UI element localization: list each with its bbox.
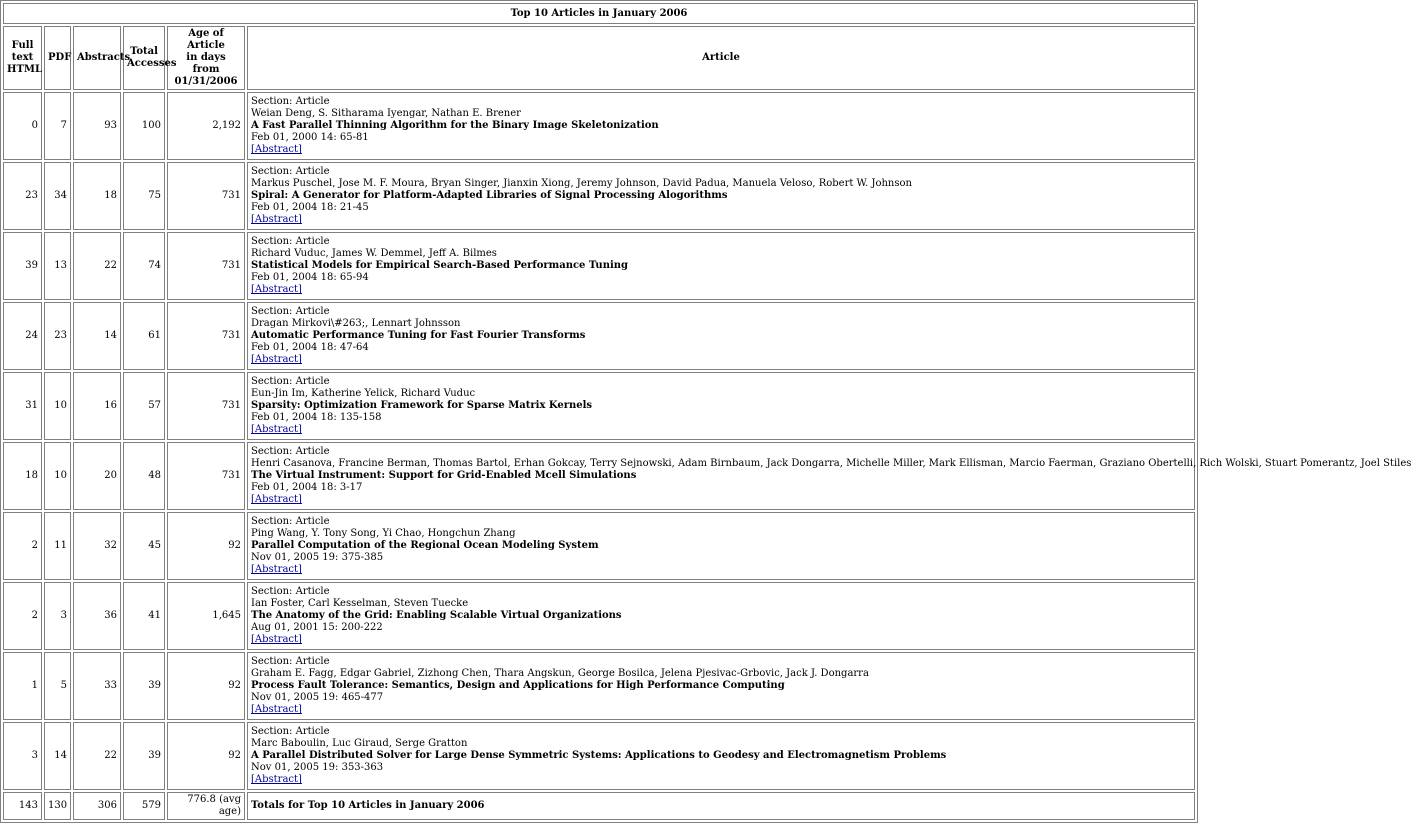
- table-row: [3, 652, 1195, 720]
- pdf-count: 14: [44, 722, 71, 790]
- table-row: [3, 162, 1195, 230]
- article-age: 731: [167, 302, 245, 370]
- article-cell: [247, 302, 1195, 370]
- article-citation: Aug 01, 2001 15: 200-222: [251, 622, 383, 633]
- article-title: Statistical Models for Empirical Search-Based Performance Tuning: [251, 260, 629, 271]
- header-total-accesses: Total Accesses: [123, 26, 165, 90]
- total-accesses: 57: [123, 372, 165, 440]
- article-title: Spiral: A Generator for Platform-Adapted Libraries of Signal Processing Alogorithms: [251, 190, 728, 201]
- header-article: Article: [247, 26, 1195, 90]
- abstract-link[interactable]: [Abstract]: [251, 144, 302, 155]
- total-full-text: 143: [3, 792, 42, 820]
- table-row: [3, 722, 1195, 790]
- article-section: Section: Article: [251, 726, 330, 737]
- total-accesses: 39: [123, 652, 165, 720]
- full-text-count: 39: [3, 232, 42, 300]
- article-section: Section: Article: [251, 236, 330, 247]
- abstract-link[interactable]: [Abstract]: [251, 494, 302, 505]
- full-text-count: 1: [3, 652, 42, 720]
- article-cell: [247, 442, 1411, 510]
- table-row: [3, 92, 1195, 160]
- total-abstracts: 306: [73, 792, 121, 820]
- table-row: [3, 302, 1195, 370]
- abstracts-count: 32: [73, 512, 121, 580]
- pdf-count: 5: [44, 652, 71, 720]
- article-cell: [247, 512, 1195, 580]
- total-accesses: 61: [123, 302, 165, 370]
- table-row: [3, 232, 1195, 300]
- totals-label: Totals for Top 10 Articles in January 2006: [247, 792, 1195, 820]
- article-title: Process Fault Tolerance: Semantics, Design and Applications for High Performance Computing: [251, 680, 785, 691]
- total-accesses: 41: [123, 582, 165, 650]
- article-citation: Feb 01, 2004 18: 65-94: [251, 272, 369, 283]
- total-accesses: 100: [123, 92, 165, 160]
- abstracts-count: 93: [73, 92, 121, 160]
- article-age: 731: [167, 162, 245, 230]
- abstracts-count: 16: [73, 372, 121, 440]
- total-accesses: 45: [123, 512, 165, 580]
- pdf-count: 13: [44, 232, 71, 300]
- abstract-link[interactable]: [Abstract]: [251, 564, 302, 575]
- abstract-link[interactable]: [Abstract]: [251, 774, 302, 785]
- abstract-link[interactable]: [Abstract]: [251, 424, 302, 435]
- article-authors: Eun-Jin Im, Katherine Yelick, Richard Vuduc: [251, 388, 476, 399]
- article-title: Parallel Computation of the Regional Ocean Modeling System: [251, 540, 599, 551]
- article-age: 2,192: [167, 92, 245, 160]
- article-title: A Fast Parallel Thinning Algorithm for the Binary Image Skeletonization: [251, 120, 659, 131]
- article-authors: Graham E. Fagg, Edgar Gabriel, Zizhong Chen, Thara Angskun, George Bosilca, Jelena Pjesivac-Grbovic, Jack J. Dongarra: [251, 668, 869, 679]
- article-authors: Ian Foster, Carl Kesselman, Steven Tuecke: [251, 598, 469, 609]
- article-authors: Markus Puschel, Jose M. F. Moura, Bryan Singer, Jianxin Xiong, Jeremy Johnson, David Padua, Manuela Veloso, Robert W. Johnson: [251, 178, 912, 189]
- full-text-count: 18: [3, 442, 42, 510]
- article-authors: Richard Vuduc, James W. Demmel, Jeff A. Bilmes: [251, 248, 497, 259]
- article-authors: Weian Deng, S. Sitharama Iyengar, Nathan E. Brener: [251, 108, 521, 119]
- full-text-count: 2: [3, 582, 42, 650]
- article-title: Sparsity: Optimization Framework for Sparse Matrix Kernels: [251, 400, 593, 411]
- pdf-count: 34: [44, 162, 71, 230]
- abstracts-count: 22: [73, 232, 121, 300]
- abstracts-count: 22: [73, 722, 121, 790]
- article-section: Section: Article: [251, 96, 330, 107]
- article-title: Automatic Performance Tuning for Fast Fourier Transforms: [251, 330, 586, 341]
- article-citation: Nov 01, 2005 19: 375-385: [251, 552, 384, 563]
- article-age: 731: [167, 232, 245, 300]
- full-text-count: 2: [3, 512, 42, 580]
- total-pdf: 130: [44, 792, 71, 820]
- article-title: The Anatomy of the Grid: Enabling Scalable Virtual Organizations: [251, 610, 622, 621]
- abstracts-count: 33: [73, 652, 121, 720]
- pdf-count: 11: [44, 512, 71, 580]
- total-accesses: 74: [123, 232, 165, 300]
- article-age: 92: [167, 512, 245, 580]
- article-citation: Nov 01, 2005 19: 465-477: [251, 692, 384, 703]
- full-text-count: 0: [3, 92, 42, 160]
- article-section: Section: Article: [251, 166, 330, 177]
- total-accesses-sum: 579: [123, 792, 165, 820]
- full-text-count: 3: [3, 722, 42, 790]
- article-citation: Feb 01, 2004 18: 135-158: [251, 412, 382, 423]
- article-title: The Virtual Instrument: Support for Grid-Enabled Mcell Simulations: [251, 470, 637, 481]
- abstracts-count: 18: [73, 162, 121, 230]
- abstracts-count: 14: [73, 302, 121, 370]
- article-cell: [247, 722, 1195, 790]
- article-authors: Dragan Mirkovi\#263;, Lennart Johnsson: [251, 318, 461, 329]
- total-accesses: 48: [123, 442, 165, 510]
- totals-row: [3, 792, 1195, 820]
- table-title: Top 10 Articles in January 2006: [3, 3, 1195, 24]
- total-accesses: 39: [123, 722, 165, 790]
- article-age: 1,645: [167, 582, 245, 650]
- header-pdf: PDF: [44, 26, 71, 90]
- table-row: [3, 512, 1195, 580]
- header-age-of-article: Age of Article in days from 01/31/2006: [167, 26, 245, 90]
- article-age: 731: [167, 442, 245, 510]
- article-title: A Parallel Distributed Solver for Large Dense Symmetric Systems: Applications to Geodesy and Electromagnetism Problems: [251, 750, 947, 761]
- pdf-count: 3: [44, 582, 71, 650]
- article-citation: Nov 01, 2005 19: 353-363: [251, 762, 384, 773]
- article-cell: [247, 92, 1195, 160]
- abstract-link[interactable]: [Abstract]: [251, 634, 302, 645]
- table-row: [3, 372, 1195, 440]
- article-section: Section: Article: [251, 516, 330, 527]
- table-row: [3, 442, 1195, 510]
- article-age: 92: [167, 652, 245, 720]
- abstract-link[interactable]: [Abstract]: [251, 284, 302, 295]
- article-citation: Feb 01, 2004 18: 21-45: [251, 202, 369, 213]
- article-age: 731: [167, 372, 245, 440]
- article-citation: Feb 01, 2004 18: 3-17: [251, 482, 363, 493]
- full-text-count: 23: [3, 162, 42, 230]
- total-accesses: 75: [123, 162, 165, 230]
- average-age: 776.8 (avg age): [167, 792, 245, 820]
- full-text-count: 24: [3, 302, 42, 370]
- article-cell: [247, 652, 1195, 720]
- abstracts-count: 20: [73, 442, 121, 510]
- pdf-count: 10: [44, 442, 71, 510]
- header-abstracts: Abstracts: [73, 26, 121, 90]
- article-section: Section: Article: [251, 586, 330, 597]
- article-cell: [247, 582, 1195, 650]
- abstracts-count: 36: [73, 582, 121, 650]
- article-age: 92: [167, 722, 245, 790]
- pdf-count: 10: [44, 372, 71, 440]
- pdf-count: 7: [44, 92, 71, 160]
- article-citation: Feb 01, 2000 14: 65-81: [251, 132, 369, 143]
- header-full-text-html: Full text HTML: [3, 26, 42, 90]
- article-authors: Ping Wang, Y. Tony Song, Yi Chao, Hongchun Zhang: [251, 528, 516, 539]
- article-cell: [247, 162, 1195, 230]
- article-citation: Feb 01, 2004 18: 47-64: [251, 342, 369, 353]
- abstract-link[interactable]: [Abstract]: [251, 354, 302, 365]
- article-authors: Marc Baboulin, Luc Giraud, Serge Gratton: [251, 738, 468, 749]
- article-section: Section: Article: [251, 446, 330, 457]
- article-section: Section: Article: [251, 376, 330, 387]
- article-cell: [247, 372, 1195, 440]
- full-text-count: 31: [3, 372, 42, 440]
- article-cell: [247, 232, 1195, 300]
- article-section: Section: Article: [251, 656, 330, 667]
- abstract-link[interactable]: [Abstract]: [251, 704, 302, 715]
- pdf-count: 23: [44, 302, 71, 370]
- abstract-link[interactable]: [Abstract]: [251, 214, 302, 225]
- table-row: [3, 582, 1195, 650]
- article-authors: Henri Casanova, Francine Berman, Thomas Bartol, Erhan Gokcay, Terry Sejnowski, Adam Birnbaum, Jack Dongarra, Michelle Miller, Mark Ellisman, Marcio Faerman, Graziano Obertelli, Rich Wolski, Stuart Pomerantz, Joel Stiles: [251, 458, 1411, 469]
- article-section: Section: Article: [251, 306, 330, 317]
